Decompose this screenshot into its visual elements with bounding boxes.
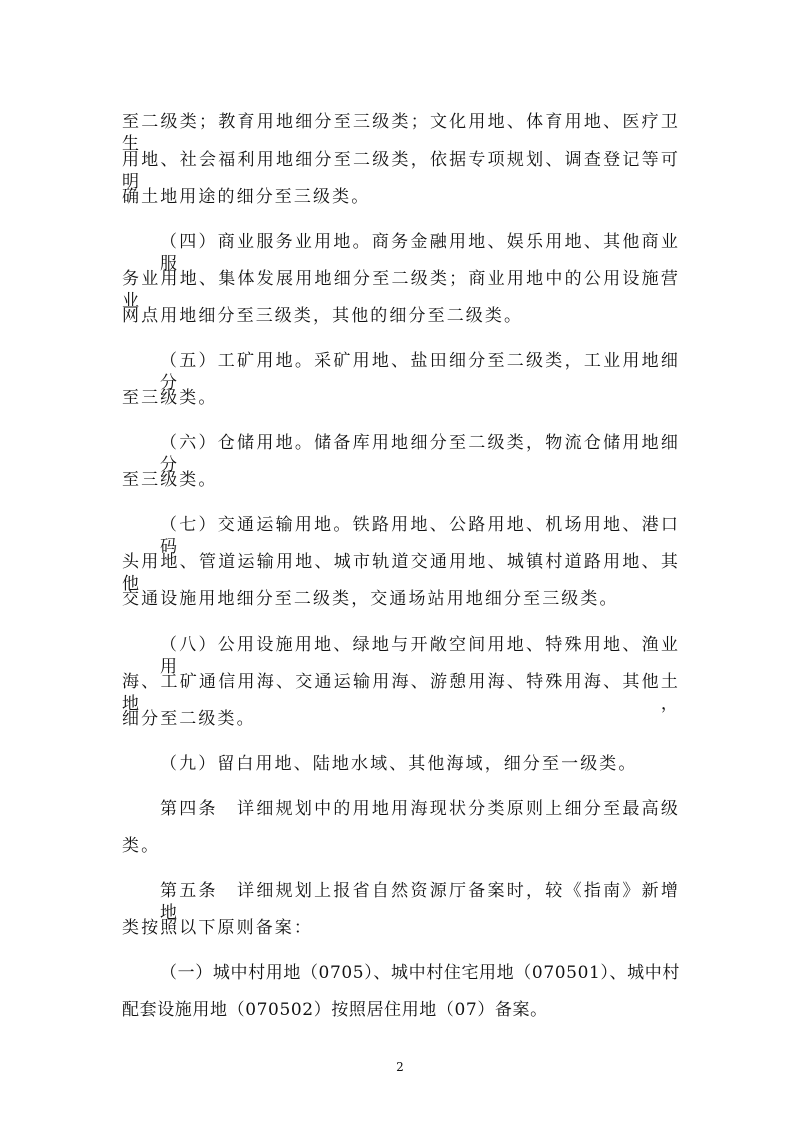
text-line: 交通设施用地细分至二级类，交通场站用地细分至三级类。	[122, 589, 619, 609]
text-line: 确土地用途的细分至三级类。	[122, 187, 371, 207]
text-line: 务业用地、集体发展用地细分至二级类；商业用地中的公用设施营业	[122, 269, 680, 311]
text-line: 至三级类。	[122, 388, 218, 408]
text-line: 细分至二级类。	[122, 709, 256, 729]
text-line: 头用地、管道运输用地、城市轨道交通用地、城镇村道路用地、其他	[122, 552, 680, 594]
text-line: 配套设施用地（070502）按照居住用地（07）备案。	[122, 1000, 548, 1020]
text-line: 海、工矿通信用海、交通运输用海、游憩用海、特殊用海、其他土地，	[122, 672, 680, 714]
text-line: （六）仓储用地。储备库用地细分至二级类，物流仓储用地细分	[160, 433, 680, 475]
page-number: 2	[396, 1060, 404, 1074]
text-line: （七）交通运输用地。铁路用地、公路用地、机场用地、港口码	[160, 515, 680, 557]
text-line: 至三级类。	[122, 470, 218, 490]
text-line: 类按照以下原则备案：	[122, 918, 313, 938]
text-line: 用地、社会福利用地细分至二级类，依据专项规划、调查登记等可明	[122, 150, 680, 192]
text-line: （四）商业服务业用地。商务金融用地、娱乐用地、其他商业服	[160, 232, 680, 274]
text-line: 第五条 详细规划上报省自然资源厅备案时，较《指南》新增地	[160, 881, 680, 923]
text-line: （一）城中村用地（0705）、城中村住宅用地（070501）、城中村	[160, 963, 680, 983]
text-line: 第四条 详细规划中的用地用海现状分类原则上细分至最高级	[160, 799, 680, 819]
text-line: （八）公用设施用地、绿地与开敞空间用地、特殊用地、渔业用	[160, 635, 680, 677]
text-line: 网点用地细分至三级类，其他的细分至二级类。	[122, 306, 524, 326]
text-line: （五）工矿用地。采矿用地、盐田细分至二级类，工业用地细分	[160, 351, 680, 393]
text-line: 类。	[122, 836, 161, 856]
text-line: 至二级类；教育用地细分至三级类；文化用地、体育用地、医疗卫生	[122, 112, 680, 154]
text-line: （九）留白用地、陆地水域、其他海域，细分至一级类。	[160, 754, 638, 774]
